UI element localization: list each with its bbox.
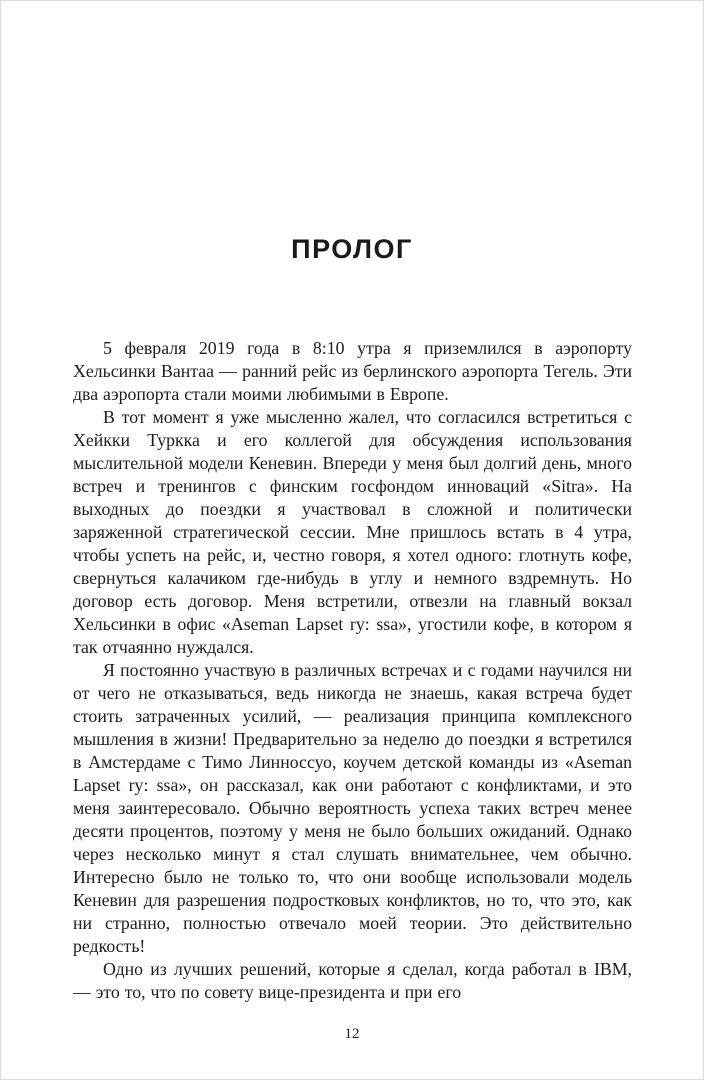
body-text bbox=[73, 337, 632, 1004]
page-number: 12 bbox=[344, 1026, 360, 1042]
paragraph-3: Я постоянно участвую в различных встречах и с годами научился ни от чего не отказываться, ведь никогда не знаешь, какая встреча будет стоить затраченных усилий, — реализация принципа комплексного мышления в жизни! Предварительно за неделю до поездки я встретился в Амстердаме с Тимо Линноссуо, коучем детской команды из «Aseman Lapset ry: ssa», он рассказал, как они работают с конфликтами, и это меня заинтересовало. Обычно вероятность успеха таких встреч менее десяти процентов, поэтому у меня не было больших ожиданий. Однако через несколько минут я стал слушать внимательнее, чем обычно. Интересно было не только то, что они вообще использовали модель Кеневин для разрешения подростковых конфликтов, но то, что это, как ни странно, полностью отвечало моей теории. Это действительно редкость! bbox=[73, 660, 632, 957]
paragraph-2: В тот момент я уже мысленно жалел, что согласился встретиться с Хейкки Туркка и его коллегой для обсуждения использования мыслительной модели Кеневин. Впереди у меня был долгий день, много встреч и тренингов с финским госфондом инноваций «Sitra». На выходных до поездки я участвовал в сложной и политически заряженной стратегической сессии. Мне пришлось встать в 4 утра, чтобы успеть на рейс, и, честно говоря, я хотел одного: глотнуть кофе, свернуться калачиком где-нибудь в углу и немного вздремнуть. Но договор есть договор. Меня встретили, отвезли на главный вокзал Хельсинки в офис «Aseman Lapset ry: ssa», угостили кофе, в котором я так отчаянно нуждался. bbox=[73, 407, 632, 658]
chapter-title: ПРОЛОГ bbox=[291, 234, 413, 264]
paragraph-4: Одно из лучших решений, которые я сделал, когда работал в IBM, — это то, что по совету вице-президента и при его bbox=[73, 959, 632, 1003]
paragraph-1: 5 февраля 2019 года в 8:10 утра я приземлился в аэропорту Хельсинки Вантаа — ранний рейс из берлинского аэропорта Тегель. Эти два аэропорта стали моими любимыми в Европе. bbox=[73, 338, 632, 405]
